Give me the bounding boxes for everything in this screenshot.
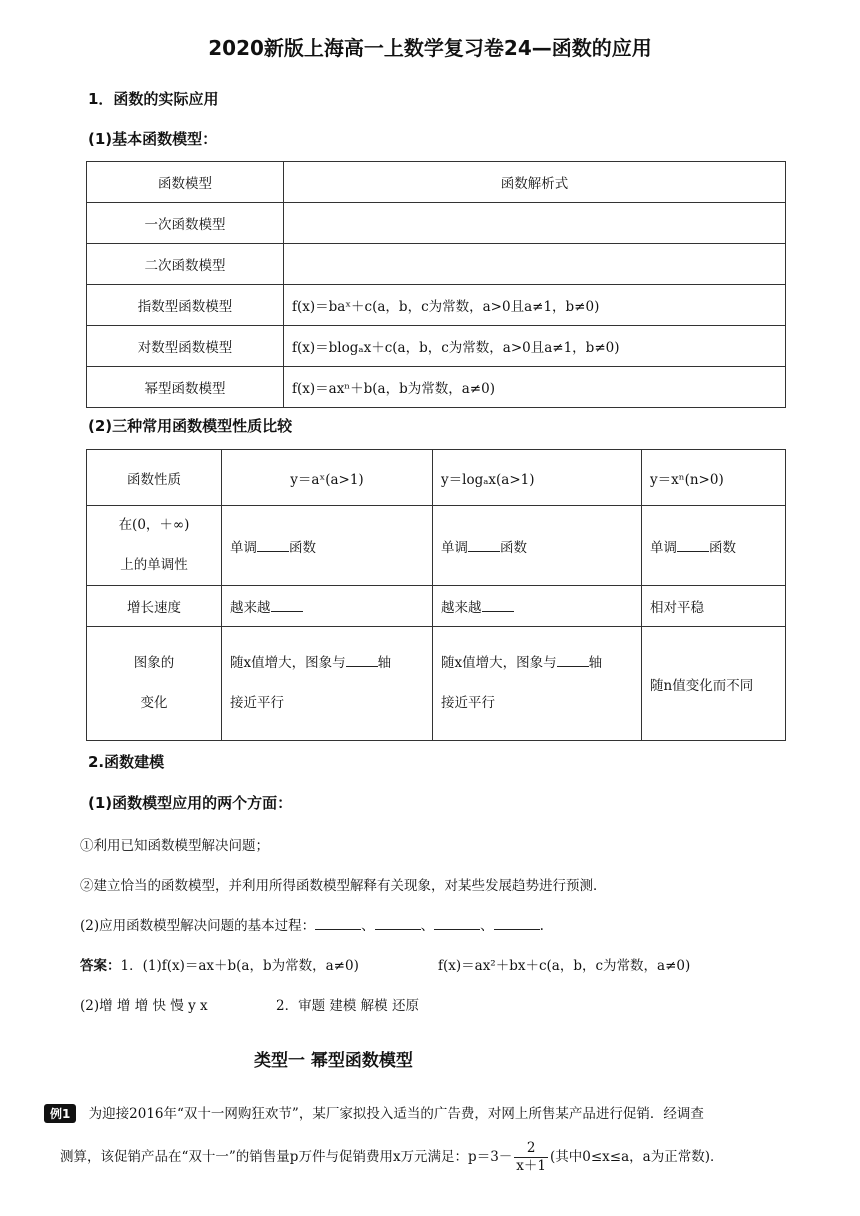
mono-pre: 单调 — [441, 539, 468, 556]
model-name: 指数型函数模型 — [87, 285, 284, 326]
subheading-basic-models: (1)基本函数模型： — [88, 130, 218, 148]
monotonicity-label — [87, 506, 222, 586]
page-title: 2020新版上海高一上数学复习卷24—函数的应用 — [208, 36, 652, 60]
growth-pre: 越来越 — [230, 600, 271, 616]
change-exp — [222, 627, 433, 741]
example-text-1: 为迎接2016年“双十一网购狂欢节”，某厂家拟投入适当的广告费，对网上所售某产品进行促销．经调查 — [88, 1106, 704, 1122]
process-prefix: (2)应用函数模型解决问题的基本过程： — [80, 918, 316, 934]
separator: 、 — [420, 918, 435, 934]
answer-line-1 — [80, 954, 359, 974]
header-power: y＝xⁿ(n>0) — [642, 450, 786, 506]
change-log — [433, 627, 642, 741]
example-text-2: 测算，该促销产品在“双十一”的销售量p万件与促销费用x万元满足：p＝3－ — [60, 1148, 513, 1165]
change-text-b: 接近平行 — [230, 694, 284, 711]
mono-post: 函数 — [709, 539, 736, 556]
fraction-numerator: 2 — [514, 1140, 548, 1158]
comparison-table — [86, 449, 786, 741]
change-text-b: 接近平行 — [441, 694, 495, 711]
mono-log — [433, 506, 642, 586]
mono-post: 函数 — [289, 539, 316, 556]
mono-power — [642, 506, 786, 586]
table-row — [87, 367, 786, 408]
basic-models-table — [86, 161, 786, 408]
subheading-two-aspects: (1)函数模型应用的两个方面： — [88, 794, 293, 812]
model-expression: f(x)＝baˣ＋c(a，b，c为常数，a>0且a≠1，b≠0) — [284, 285, 786, 326]
table-row — [87, 627, 786, 741]
header-property: 函数性质 — [87, 450, 222, 506]
list-item: ②建立恰当的函数模型，并利用所得函数模型解释有关现象，对某些发展趋势进行预测． — [80, 878, 607, 894]
section-heading-1: 1．函数的实际应用 — [88, 90, 219, 108]
table-row — [87, 285, 786, 326]
model-expression — [284, 203, 786, 244]
model-expression: f(x)＝axⁿ＋b(a，b为常数，a≠0) — [284, 367, 786, 408]
fraction-denominator: x＋1 — [516, 1157, 546, 1174]
answer-part-2: f(x)＝ax²＋bx＋c(a，b，c为常数，a≠0) — [438, 958, 691, 974]
change-axis: 轴 — [588, 655, 603, 672]
answer-label: 答案： — [80, 958, 121, 974]
type-heading: 类型一 幂型函数模型 — [254, 1051, 413, 1071]
change-text-a: 随x值增大，图象与 — [230, 655, 346, 672]
growth-label: 增长速度 — [87, 586, 222, 627]
growth-pre: 越来越 — [441, 600, 482, 616]
subheading-comparison: (2)三种常用函数模型性质比较 — [88, 417, 293, 435]
change-power: 随n值变化而不同 — [642, 627, 786, 741]
period: . — [539, 918, 544, 934]
model-name: 一次函数模型 — [87, 203, 284, 244]
model-expression — [284, 244, 786, 285]
monotonicity-label-b: 上的单调性 — [120, 556, 188, 573]
mono-exp — [222, 506, 433, 586]
example-badge: 例1 — [44, 1104, 76, 1123]
table-row — [87, 326, 786, 367]
mono-pre: 单调 — [650, 539, 677, 556]
example-line-2 — [60, 1140, 723, 1175]
header-model: 函数模型 — [87, 162, 284, 203]
fraction — [514, 1140, 548, 1175]
separator: 、 — [361, 918, 375, 934]
mono-post: 函数 — [500, 539, 527, 556]
model-name: 幂型函数模型 — [87, 367, 284, 408]
change-text-a: 随x值增大，图象与 — [441, 655, 557, 672]
growth-power: 相对平稳 — [642, 586, 786, 627]
example-text-3: (其中0≤x≤a，a为正常数)． — [550, 1148, 724, 1165]
table-row — [87, 506, 786, 586]
mono-pre: 单调 — [230, 539, 257, 556]
model-name: 对数型函数模型 — [87, 326, 284, 367]
header-expression: 函数解析式 — [284, 162, 786, 203]
graph-change-label-b: 变化 — [140, 694, 168, 711]
separator: 、 — [480, 918, 494, 934]
table-row — [87, 244, 786, 285]
monotonicity-label-a: 在(0，＋∞) — [118, 517, 190, 534]
graph-change-label-a: 图象的 — [133, 655, 175, 672]
section-heading-2: 2.函数建模 — [88, 753, 165, 771]
answer-part-1: 1．(1)f(x)＝ax＋b(a，b为常数，a≠0) — [120, 958, 359, 974]
change-axis: 轴 — [377, 655, 392, 672]
growth-exp — [222, 586, 433, 627]
model-name: 二次函数模型 — [87, 244, 284, 285]
graph-change-label — [87, 627, 222, 741]
model-expression: f(x)＝blogₐx＋c(a，b，c为常数，a>0且a≠1，b≠0) — [284, 326, 786, 367]
list-item — [80, 914, 544, 934]
answer-part-4: 2．审题 建模 解模 还原 — [276, 998, 419, 1014]
header-exp: y＝aˣ(a>1) — [222, 450, 433, 506]
table-row — [87, 586, 786, 627]
answer-part-3: (2)增 增 增 快 慢 y x — [80, 998, 208, 1014]
list-item: ①利用已知函数模型解决问题； — [80, 838, 269, 854]
table-row — [87, 203, 786, 244]
growth-log — [433, 586, 642, 627]
example-line-1 — [44, 1102, 704, 1123]
header-log: y＝logₐx(a>1) — [433, 450, 642, 506]
